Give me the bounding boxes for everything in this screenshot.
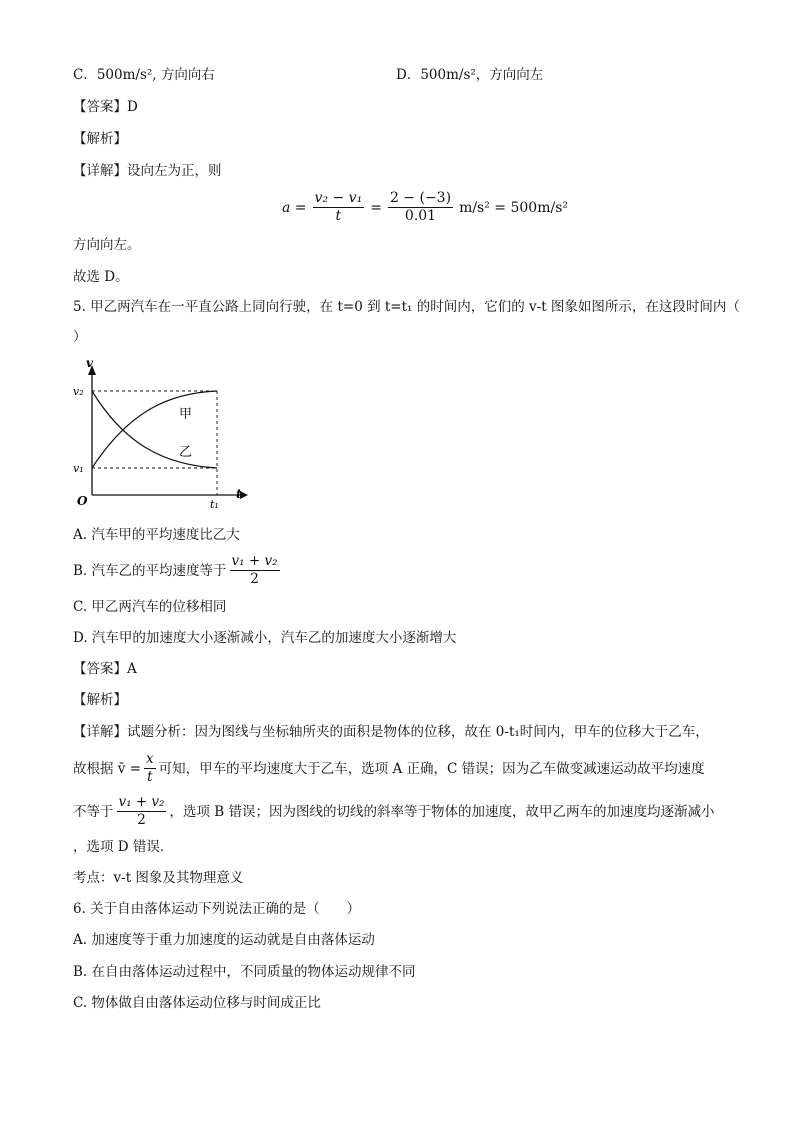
q5-stem-line2: ） [73,329,87,345]
q4-direction: 方向向左。 [73,237,141,253]
answer-label: 【答案】 [73,99,127,115]
origin-label: O [77,494,88,508]
eq-fraction-1 [311,190,367,225]
q5-detail-line3 [73,794,715,829]
eq-f1-numerator: v₂ − v₁ [314,190,363,206]
q6-option-c: C. 物体做自由落体运动位移与时间成正比 [73,995,321,1011]
detail-label: 【详解】 [73,724,127,740]
q4-option-c: C．500m/s², 方向向右 [73,67,215,83]
eq-lhs: a = [282,199,307,216]
q5-option-b [73,553,283,588]
q5-detail-line4: ，选项 D 错误． [73,839,174,855]
q4-detail-line [73,162,222,180]
fraction-denominator: 2 [250,571,259,587]
fraction-denominator: t [147,769,153,785]
v1-label: v₁ [73,462,84,475]
answer-value: D [127,99,138,115]
q6-option-b: B. 在自由落体运动过程中，不同质量的物体运动规律不同 [73,964,416,980]
fraction-denominator: 2 [137,812,146,828]
detail-text: 试题分析：因为图线与坐标轴所夹的面积是物体的位移，故在 0-t₁时间内，甲车的位移大于乙车， [127,724,709,740]
detail2-post: 可知，甲车的平均速度大于乙车，选项 A 正确，C 错误；因为乙车做变减速运动故平均速度 [158,760,705,777]
eq-f1-denominator: t [335,208,342,224]
q5-option-b-fraction [230,553,280,588]
q5-option-d: D. 汽车甲的加速度大小逐渐减小，汽车乙的加速度大小逐渐增大 [73,630,457,646]
q5-option-c: C. 甲乙两汽车的位移相同 [73,599,227,615]
curve-jia [92,391,217,468]
q4-option-d: D．500m/s²，方向向左 [396,67,544,83]
v-axis-label: v [86,356,93,370]
eq-f2-numerator: 2 − (−3) [389,190,452,206]
v-average-fraction [117,794,167,829]
answer-value: A [127,661,137,677]
v2-label: v₂ [73,385,84,398]
detail-text: 设向左为正，则 [127,163,222,179]
q6-option-a: A. 加速度等于重力加速度的运动就是自由落体运动 [73,932,375,948]
q5-option-b-text: B. 汽车乙的平均速度等于 [73,562,227,579]
x-over-t-fraction [144,751,156,786]
acceleration-equation [280,190,570,225]
eq-fraction-2 [386,190,455,225]
curve-jia-label: 甲 [179,407,193,422]
q5-detail-line1 [73,723,709,741]
eq-unit: m/s² = 500m/s² [459,199,568,216]
q5-kaodian: 考点：v-t 图象及其物理意义 [73,870,244,886]
fraction-numerator: v₁ + v₂ [231,553,278,569]
q4-analysis-label: 【解析】 [73,131,127,147]
eq-equals: = [370,199,382,216]
q5-detail-line2 [73,751,705,786]
fraction-numerator: x [146,751,154,767]
detail2-pre: 故根据 v̄ = [73,760,142,777]
q4-choose: 故选 D。 [73,269,129,285]
detail3-pre: 不等于 [73,803,114,820]
t1-label: t₁ [210,498,219,510]
q5-answer-line [73,660,137,678]
q5-option-a: A. 汽车甲的平均速度比乙大 [73,527,240,543]
curve-yi [92,391,217,468]
q6-stem: 6. 关于自由落体运动下列说法正确的是（ ） [73,901,361,917]
fraction-numerator: v₁ + v₂ [118,794,165,810]
q5-analysis-label: 【解析】 [73,692,127,708]
q5-stem-line1: 5. 甲乙两汽车在一平直公路上同向行驶，在 t=0 到 t=t₁ 的时间内，它们的 v-t 图象如图所示，在这段时间内（ [73,299,740,315]
detail-label: 【详解】 [73,163,127,179]
answer-label: 【答案】 [73,661,127,677]
vt-graph [70,355,250,510]
curve-yi-label: 乙 [179,445,193,460]
t-axis-label: t [236,487,242,501]
eq-f2-denominator: 0.01 [404,208,437,224]
detail3-post: ，选项 B 错误；因为图线的切线的斜率等于物体的加速度，故甲乙两车的加速度均逐渐减小 [169,803,715,820]
q4-answer-line [73,98,138,116]
